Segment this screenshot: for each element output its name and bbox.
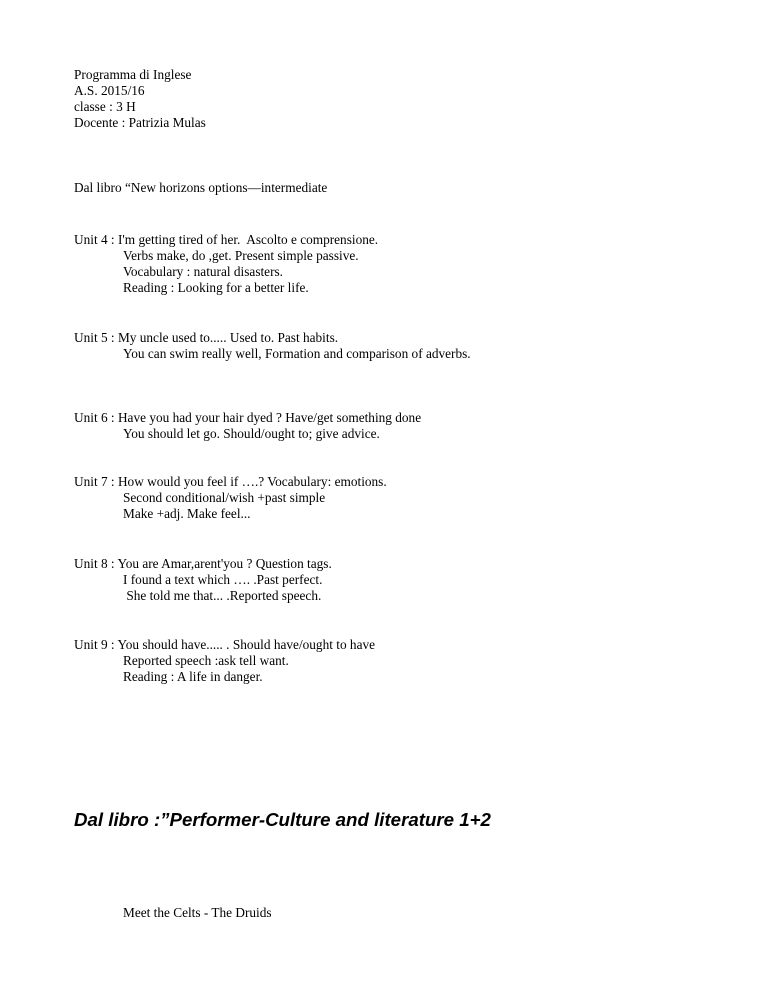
unit-8-line: She told me that... .Reported speech. [123, 588, 322, 603]
unit-4-line: Verbs make, do ,get. Present simple passive. [123, 248, 359, 263]
unit-7-title: Unit 7 : How would you feel if ….? Vocabulary: emotions. [74, 474, 387, 489]
unit-5-line: You can swim really well, Formation and comparison of adverbs. [123, 346, 471, 361]
teacher-label: Docente : Patrizia Mulas [74, 115, 206, 130]
unit-9-line: Reported speech :ask tell want. [123, 653, 289, 668]
document-title: Programma di Inglese [74, 67, 192, 82]
unit-9-line: Reading : A life in danger. [123, 669, 263, 684]
unit-6-line: You should let go. Should/ought to; give advice. [123, 426, 380, 441]
unit-8-line: I found a text which …. .Past perfect. [123, 572, 323, 587]
unit-4-line: Reading : Looking for a better life. [123, 280, 309, 295]
book1-heading: Dal libro “New horizons options—intermediate [74, 180, 328, 195]
unit-7-line: Second conditional/wish +past simple [123, 490, 326, 505]
unit-7-line: Make +adj. Make feel... [123, 506, 251, 521]
unit-4-line: Vocabulary : natural disasters. [123, 264, 284, 279]
class-label: classe : 3 H [74, 99, 136, 114]
unit-8-title: Unit 8 : You are Amar,arent'you ? Question tags. [74, 556, 332, 571]
book2-heading: Dal libro :”Performer-Culture and literature 1+2 [74, 809, 491, 830]
unit-6-title: Unit 6 : Have you had your hair dyed ? Have/get something done [74, 410, 422, 425]
unit-4-title: Unit 4 : I'm getting tired of her. Ascolto e comprensione. [74, 232, 379, 247]
unit-9-title: Unit 9 : You should have..... . Should have/ought to have [74, 637, 376, 652]
school-year: A.S. 2015/16 [74, 83, 145, 98]
book2-item: Meet the Celts - The Druids [123, 905, 272, 920]
unit-5-title: Unit 5 : My uncle used to..... Used to. Past habits. [74, 330, 339, 345]
